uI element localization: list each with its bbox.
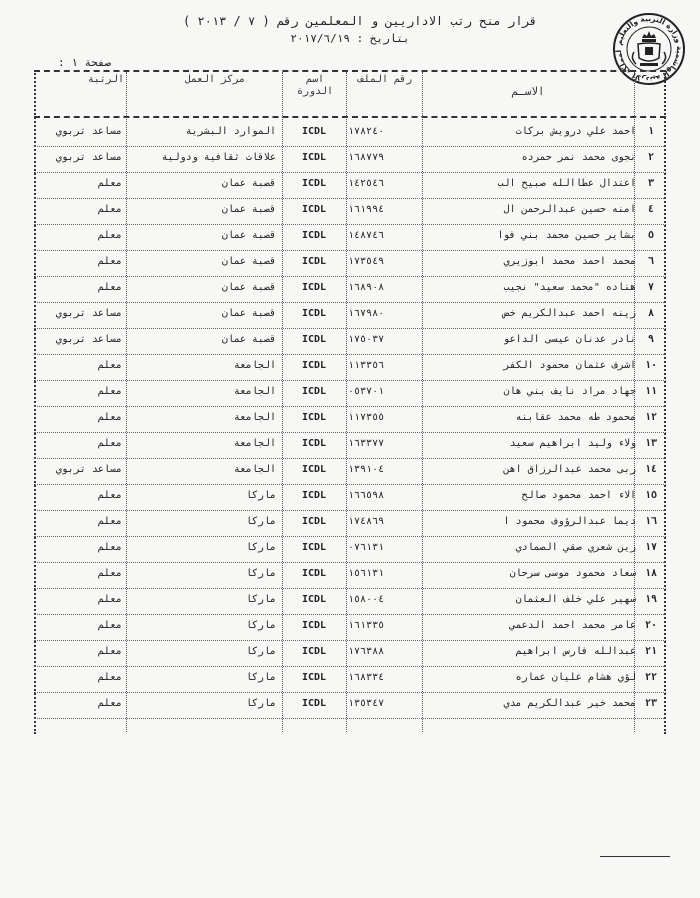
employee-name: بشاير حسين محمد بني فوا (497, 230, 636, 241)
table-row (34, 562, 666, 589)
rank: معلم (97, 672, 122, 683)
work-center: قصبة عمان (221, 178, 276, 189)
employee-name: اشرف عثمان محمود الكفر (503, 360, 636, 371)
file-number: ١٦١٣٣٥ (348, 620, 385, 631)
rank: مساعد تربوي (55, 308, 122, 319)
work-center: علاقات ثقافية ودولية (161, 152, 276, 163)
course-name: ICDL (301, 256, 327, 267)
seal-text: لمملكة الأردنية الهاشمية وزارة التربية والتعليم (613, 13, 685, 85)
row-number: ٢٣ (644, 698, 658, 709)
rank: معلم (97, 204, 122, 215)
file-number: ١٧٦٣٨٨ (348, 646, 385, 657)
work-center: ماركا (245, 568, 276, 579)
employee-name: محمد خير عبدالكريم مدي (503, 698, 636, 709)
rank: مساعد تربوي (55, 334, 122, 345)
course-name: ICDL (301, 230, 327, 241)
file-number: ١٣٥٣٤٧ (348, 698, 385, 709)
course-name: ICDL (301, 542, 327, 553)
course-name: ICDL (301, 568, 327, 579)
rank: معلم (97, 646, 122, 657)
file-number: ١١٧٣٥٥ (348, 412, 385, 423)
rank: معلم (97, 620, 122, 631)
row-number: ١٦ (644, 516, 658, 527)
header-course: اسم الدورة (296, 74, 334, 97)
course-name: ICDL (301, 178, 327, 189)
table-row (34, 536, 666, 563)
rank: معلم (97, 282, 122, 293)
signature-line (600, 856, 670, 857)
course-name: ICDL (301, 672, 327, 683)
table-header-rule (34, 116, 666, 118)
table-row (34, 276, 666, 303)
work-center: قصبة عمان (221, 308, 276, 319)
row-number: ٣ (647, 178, 655, 189)
row-number: ٧ (647, 282, 655, 293)
work-center: الموارد البشرية (185, 126, 276, 137)
employee-name: نجوى محمد نمر حمرده (521, 152, 636, 163)
row-number: ١٢ (644, 412, 658, 423)
file-number: ٠٥٣٧٠١ (348, 386, 385, 397)
work-center: الجامعة (233, 360, 276, 371)
employee-name: جهاد مراد نايف بني هان (503, 386, 636, 397)
rank: معلم (97, 698, 122, 709)
rank: معلم (97, 568, 122, 579)
file-number: ١٧٣٥٤٩ (348, 256, 385, 267)
work-center: الجامعة (233, 386, 276, 397)
row-number: ٢٢ (644, 672, 658, 683)
table-row (34, 432, 666, 459)
table-row (34, 328, 666, 355)
file-number: ١٤٨٧٤٦ (348, 230, 385, 241)
employee-name: عامر محمد احمد الدعمي (509, 620, 636, 631)
file-number: ١٧٨٢٤٠ (348, 126, 385, 137)
rank: معلم (97, 256, 122, 267)
header-file: رقم الملف (357, 74, 413, 85)
rank: معلم (97, 438, 122, 449)
work-center: ماركا (245, 490, 276, 501)
decision-date: بتاريخ : ٢٠١٧/٦/١٩ (290, 32, 410, 45)
course-name: ICDL (301, 646, 327, 657)
row-number: ١١ (644, 386, 658, 397)
employee-name: ديما عبدالرؤوف محمود ا (503, 516, 636, 527)
table-row (34, 406, 666, 433)
employee-name: زين شعري صقي الصمادي (515, 542, 636, 553)
header-center: مركز العمل (184, 74, 246, 85)
row-number: ١٩ (644, 594, 658, 605)
table-row (34, 198, 666, 225)
table-row (34, 640, 666, 667)
employee-name: احمد علي درويش بركات (515, 126, 636, 137)
row-number: ١٥ (644, 490, 658, 501)
employee-name: عبدالله فارس ابراهيم (515, 646, 636, 657)
rank: معلم (97, 542, 122, 553)
row-number: ٨ (647, 308, 655, 319)
file-number: ١٧٤٨٦٩ (348, 516, 385, 527)
work-center: قصبة عمان (221, 282, 276, 293)
table-row (34, 692, 666, 719)
file-number: ١٦٧٩٨٠ (348, 308, 385, 319)
rank: معلم (97, 360, 122, 371)
file-number: ١٧٥٠٣٧ (348, 334, 385, 345)
employee-name: لؤي هشام عليان عماره (515, 672, 636, 683)
table-row (34, 588, 666, 615)
table-row (34, 484, 666, 511)
course-name: ICDL (301, 360, 327, 371)
row-number: ١ (647, 126, 655, 137)
row-number: ١٠ (644, 360, 658, 371)
header-rank: الرتبة (87, 74, 124, 85)
file-number: ١٦٨٧٧٩ (348, 152, 385, 163)
table-row (34, 354, 666, 381)
rank: معلم (97, 594, 122, 605)
rank: معلم (97, 412, 122, 423)
course-name: ICDL (301, 386, 327, 397)
course-name: ICDL (301, 438, 327, 449)
page-number: صفحة ١ : (58, 56, 111, 69)
rank: معلم (97, 386, 122, 397)
table-row (34, 510, 666, 537)
employee-name: امنه حسين عبدالرحمن ال (503, 204, 636, 215)
rank: معلم (97, 490, 122, 501)
row-number: ٤ (647, 204, 655, 215)
work-center: قصبة عمان (221, 204, 276, 215)
table-row (34, 120, 666, 147)
file-number: ١٦٦٥٩٨ (348, 490, 385, 501)
row-number: ١٤ (644, 464, 658, 475)
course-name: ICDL (301, 126, 327, 137)
file-number: ١٤٢٥٤٦ (348, 178, 385, 189)
course-name: ICDL (301, 698, 327, 709)
file-number: ١٣٩١٠٤ (348, 464, 385, 475)
course-name: ICDL (301, 282, 327, 293)
table-row (34, 146, 666, 173)
work-center: ماركا (245, 516, 276, 527)
employee-name: سعاد محمود موسى سرحان (509, 568, 636, 579)
row-number: ١٧ (644, 542, 658, 553)
table-top-rule (34, 70, 666, 72)
table-row (34, 614, 666, 641)
file-number: ١٦١٩٩٤ (348, 204, 385, 215)
table-row (34, 302, 666, 329)
file-number: ٠٧٦١٣١ (348, 542, 385, 553)
employee-name: زينه احمد عبدالكريم خض (503, 308, 636, 319)
work-center: ماركا (245, 620, 276, 631)
decision-title: قرار منح رتب الاداريين و المعلمين رقم ( ٧ / ٢٠١٣ ) (182, 14, 538, 28)
file-number: ١٦٣٣٧٧ (348, 438, 385, 449)
course-name: ICDL (301, 308, 327, 319)
employee-name: ولاء وليد ابراهيم سعيد (509, 438, 636, 449)
row-number: ٢ (647, 152, 655, 163)
rank: معلم (97, 178, 122, 189)
table-row (34, 380, 666, 407)
employee-name: سهير علي خلف العثمان (515, 594, 636, 605)
course-name: ICDL (301, 204, 327, 215)
employee-name: ربى محمد عبدالرزاق اهن (503, 464, 636, 475)
row-number: ٦ (647, 256, 655, 267)
work-center: ماركا (245, 698, 276, 709)
employee-name: اعتدال عطاالله صبيح الب (497, 178, 636, 189)
rank: مساعد تربوي (55, 152, 122, 163)
work-center: الجامعة (233, 464, 276, 475)
file-number: ١٥٨٠٠٤ (348, 594, 385, 605)
rank: معلم (97, 516, 122, 527)
row-number: ٢٠ (644, 620, 658, 631)
table-row (34, 224, 666, 251)
work-center: ماركا (245, 646, 276, 657)
course-name: ICDL (301, 516, 327, 527)
row-number: ٩ (647, 334, 655, 345)
course-name: ICDL (301, 620, 327, 631)
file-number: ١١٣٣٥٦ (348, 360, 385, 371)
table-row (34, 250, 666, 277)
employee-name: محمد احمد محمد ابوزيري (503, 256, 636, 267)
work-center: الجامعة (233, 412, 276, 423)
table-row (34, 458, 666, 485)
course-name: ICDL (301, 464, 327, 475)
header-name: الاسـم (511, 85, 545, 98)
rank: مساعد تربوي (55, 464, 122, 475)
course-name: ICDL (301, 334, 327, 345)
work-center: الجامعة (233, 438, 276, 449)
work-center: قصبة عمان (221, 256, 276, 267)
employee-name: الاء احمد محمود صالح (521, 490, 636, 501)
file-number: ١٥٦١٣١ (348, 568, 385, 579)
employee-name: محمود طه محمد عقابنه (515, 412, 636, 423)
course-name: ICDL (301, 490, 327, 501)
row-number: ١٨ (644, 568, 658, 579)
rank: معلم (97, 230, 122, 241)
work-center: قصبة عمان (221, 230, 276, 241)
employee-name: نادر عدنان عيسى الداعو (503, 334, 636, 345)
table-row (34, 172, 666, 199)
row-number: ٥ (647, 230, 655, 241)
course-name: ICDL (301, 412, 327, 423)
employee-name: هناده "محمد سعيد" نجيب (503, 282, 636, 293)
row-number: ١٣ (644, 438, 658, 449)
work-center: ماركا (245, 672, 276, 683)
work-center: ماركا (245, 594, 276, 605)
course-name: ICDL (301, 594, 327, 605)
work-center: ماركا (245, 542, 276, 553)
work-center: قصبة عمان (221, 334, 276, 345)
table-row (34, 666, 666, 693)
file-number: ١٦٨٣٣٤ (348, 672, 385, 683)
course-name: ICDL (301, 152, 327, 163)
file-number: ١٦٨٩٠٨ (348, 282, 385, 293)
rank: مساعد تربوي (55, 126, 122, 137)
row-number: ٢١ (644, 646, 658, 657)
